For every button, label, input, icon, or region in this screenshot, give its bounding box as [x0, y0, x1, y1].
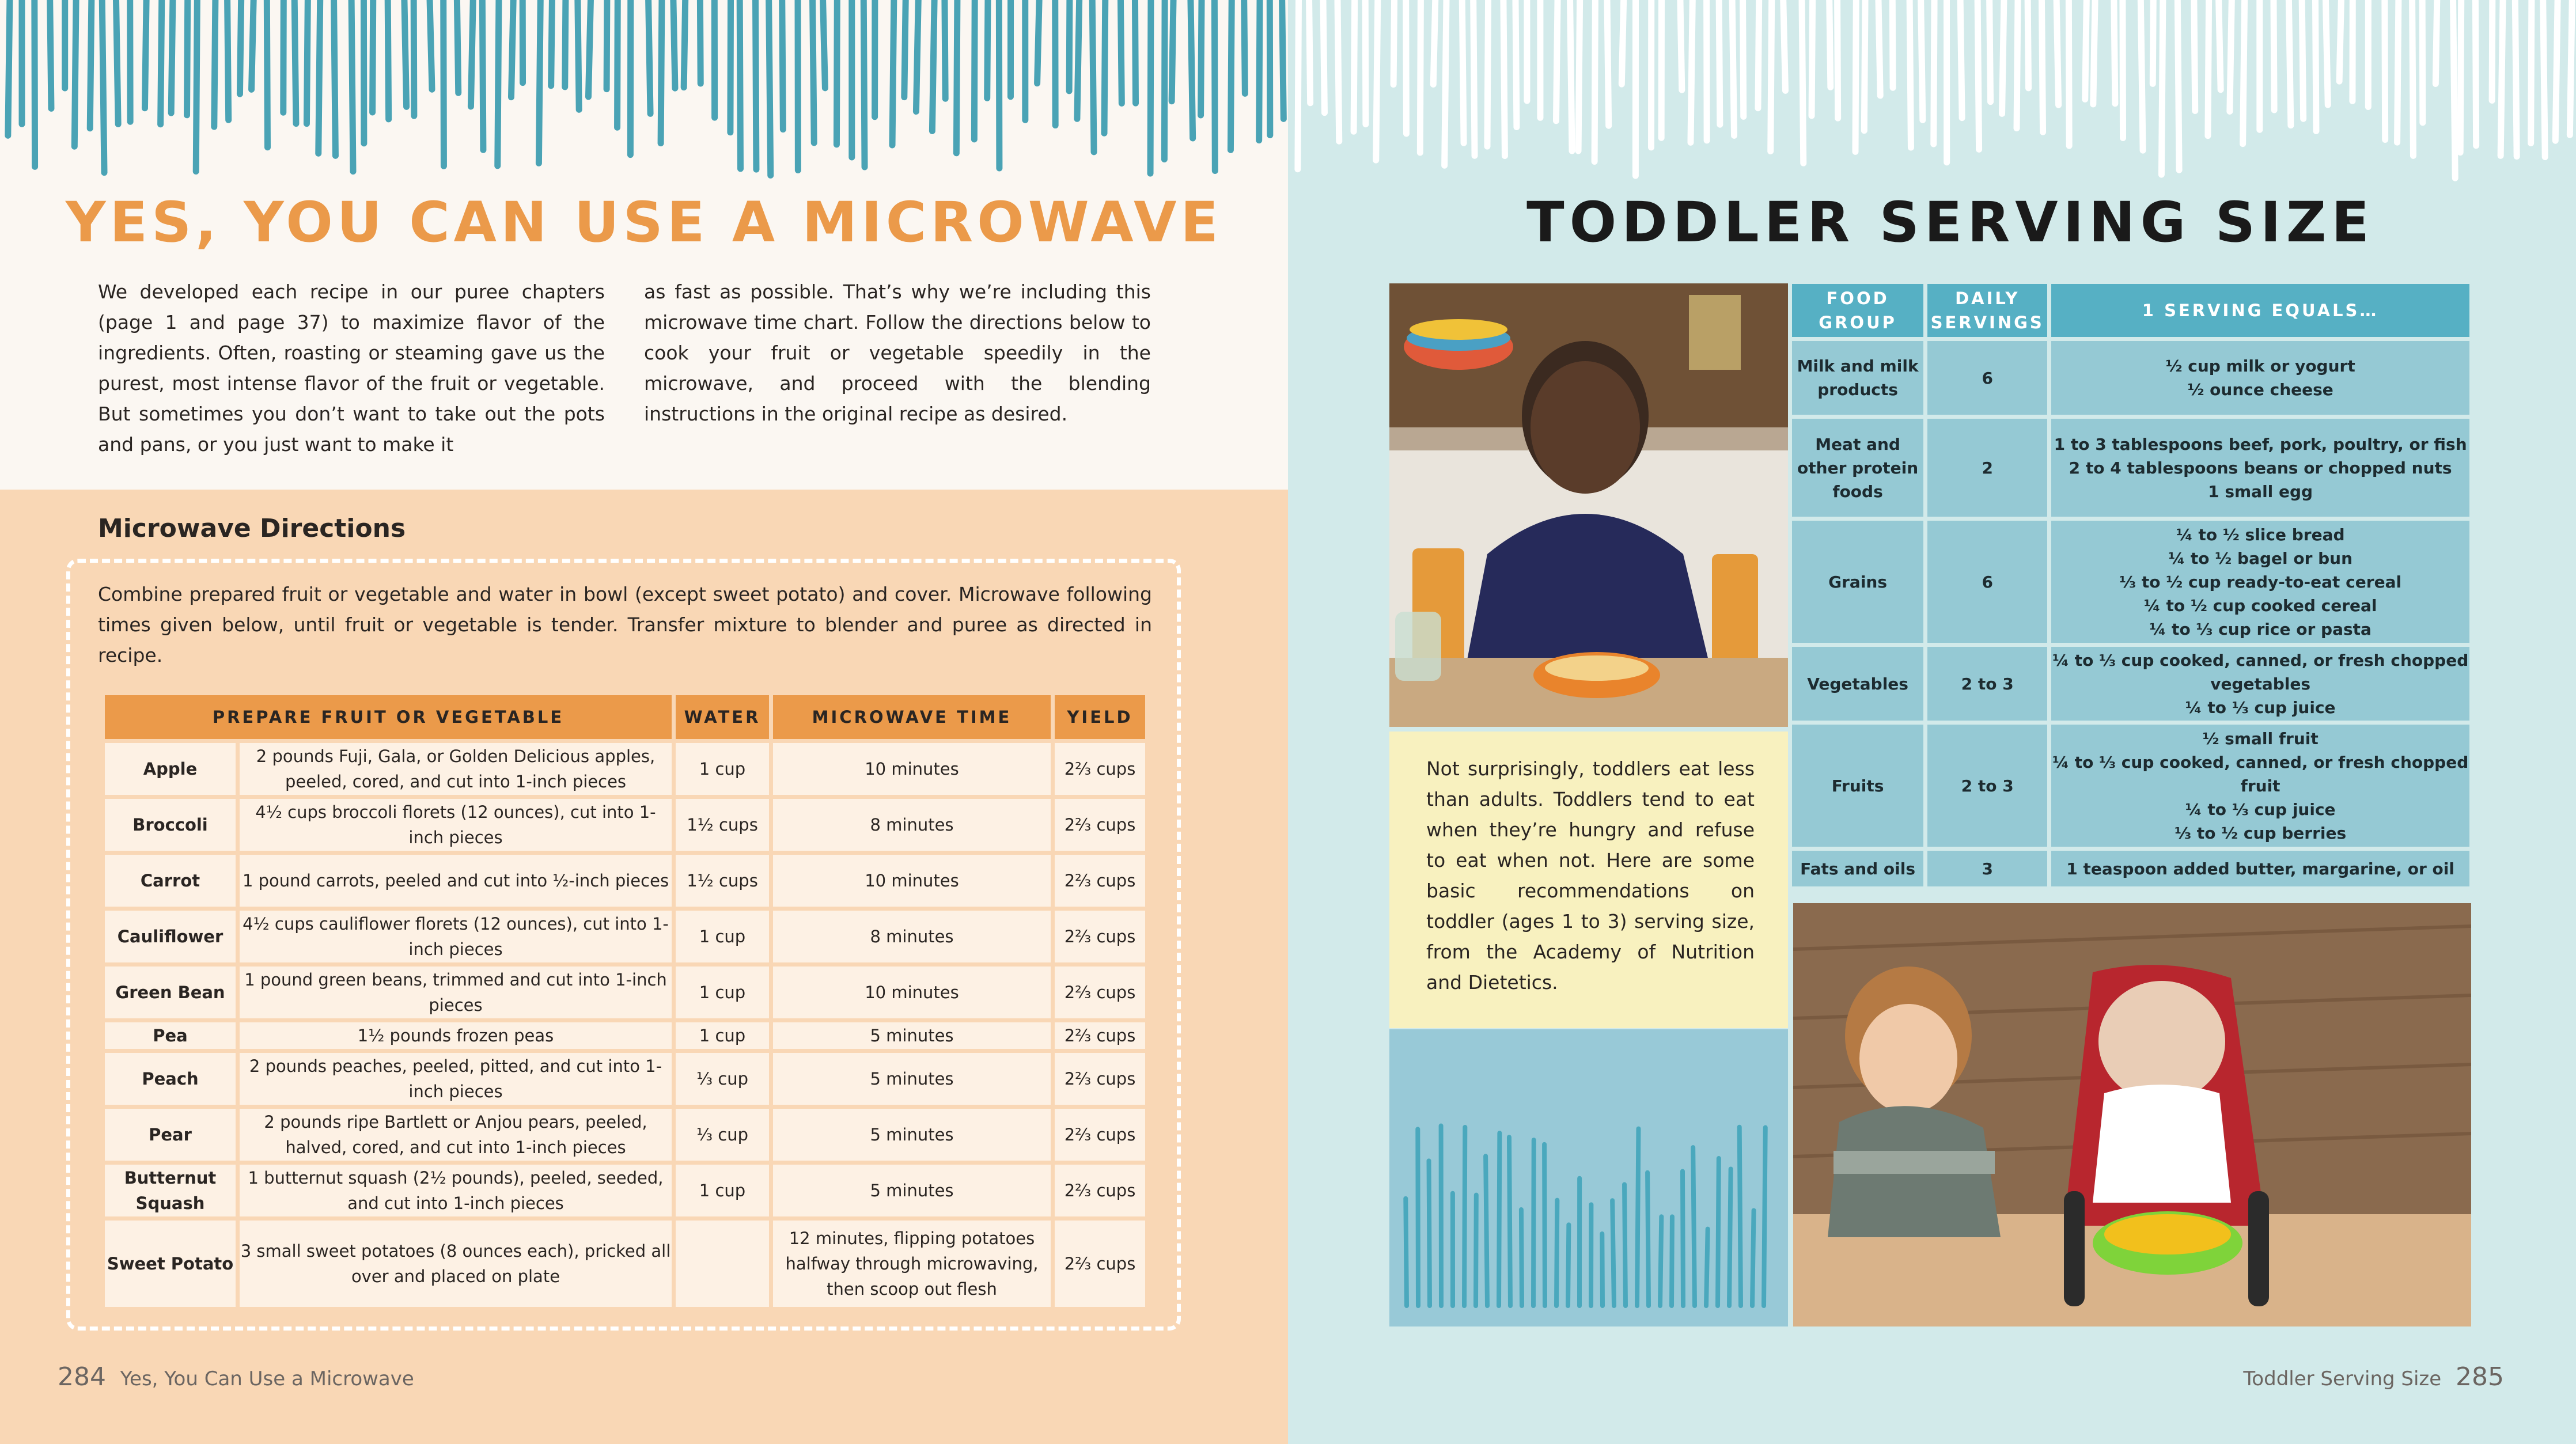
row-name: Sweet Potato — [105, 1221, 236, 1307]
row-prep: 4½ cups cauliflower florets (12 ounces), cut into 1-inch pieces — [240, 911, 672, 962]
row-servings: 6 — [1927, 341, 2047, 415]
table-row — [1792, 341, 2469, 415]
row-time: 5 minutes — [773, 1109, 1051, 1161]
table-row — [105, 1165, 1145, 1216]
table-row — [105, 743, 1145, 795]
row-name: Peach — [105, 1053, 236, 1105]
row-yield: 2⅔ cups — [1055, 1109, 1145, 1161]
row-time: 8 minutes — [773, 799, 1051, 851]
row-yield: 2⅔ cups — [1055, 911, 1145, 962]
row-equals: ¼ to ⅓ cup cooked, canned, or fresh chopped vegetables ¼ to ⅓ cup juice — [2051, 647, 2469, 721]
row-yield: 2⅔ cups — [1055, 1022, 1145, 1049]
row-time: 12 minutes, flipping potatoes halfway through microwaving, then scoop out flesh — [773, 1221, 1051, 1307]
microwave-time-table — [101, 691, 1149, 1311]
row-group: Fats and oils — [1792, 851, 1923, 886]
drip-decoration-right — [1288, 0, 2576, 184]
row-water: ⅓ cup — [676, 1053, 769, 1105]
table-row — [1792, 647, 2469, 721]
page-number-right: 285 — [2456, 1362, 2504, 1392]
toddler-serving-table — [1788, 280, 2473, 890]
row-prep: 4½ cups broccoli florets (12 ounces), cut into 1-inch pieces — [240, 799, 672, 851]
left-footer — [58, 1362, 414, 1392]
row-name: Apple — [105, 743, 236, 795]
row-water: 1 cup — [676, 1022, 769, 1049]
row-water — [676, 1221, 769, 1307]
row-water: 1½ cups — [676, 799, 769, 851]
table-row — [105, 967, 1145, 1018]
header-water: WATER — [676, 695, 769, 739]
table-row — [105, 911, 1145, 962]
row-yield: 2⅔ cups — [1055, 1165, 1145, 1216]
table-header-row — [105, 695, 1145, 739]
note-text: Not surprisingly, toddlers eat less than adults. Toddlers tend to eat when they’re hungry and refuse to eat when not. Here are some basic recommendations on toddler (ages 1 to 3) serving size, from the Academy of Nutrition and Dietetics. — [1426, 757, 1755, 994]
row-name: Pea — [105, 1022, 236, 1049]
row-prep: 2 pounds Fuji, Gala, or Golden Delicious apples, peeled, cored, and cut into 1-inch pieces — [240, 743, 672, 795]
row-time: 8 minutes — [773, 911, 1051, 962]
page-number-left: 284 — [58, 1362, 106, 1392]
row-water: 1 cup — [676, 743, 769, 795]
left-page-title: YES, YOU CAN USE A MICROWAVE — [66, 190, 1222, 255]
row-equals: ½ cup milk or yogurt ½ ounce cheese — [2051, 341, 2469, 415]
row-water: 1 cup — [676, 911, 769, 962]
row-servings: 2 to 3 — [1927, 647, 2047, 721]
microwave-directions-heading: Microwave Directions — [98, 514, 406, 543]
header-yield: YIELD — [1055, 695, 1145, 739]
drip-decoration-left — [0, 0, 1288, 184]
row-water: 1½ cups — [676, 855, 769, 907]
row-servings: 6 — [1927, 521, 2047, 643]
row-name: Butternut Squash — [105, 1165, 236, 1216]
decorative-blue-box — [1389, 1029, 1788, 1326]
table-row — [105, 799, 1145, 851]
intro-column-2: as fast as possible. That’s why we’re including this microwave time chart. Follow the directions below to cook your fruit or vegetable speedily in the microwave, and proceed with the blending instructions in the original recipe as desired. — [644, 281, 1151, 425]
row-yield: 2⅔ cups — [1055, 855, 1145, 907]
table-row — [1792, 521, 2469, 643]
row-name: Broccoli — [105, 799, 236, 851]
row-equals: ¼ to ½ slice bread ¼ to ½ bagel or bun ⅓ to ½ cup ready-to-eat cereal ¼ to ½ cup cooked cereal ¼ to ⅓ cup rice or pasta — [2051, 521, 2469, 643]
row-group: Grains — [1792, 521, 1923, 643]
table-row — [105, 855, 1145, 907]
row-equals: 1 to 3 tablespoons beef, pork, poultry, or fish 2 to 4 tablespoons beans or chopped nuts 1 small egg — [2051, 419, 2469, 517]
row-name: Cauliflower — [105, 911, 236, 962]
row-yield: 2⅔ cups — [1055, 743, 1145, 795]
row-group: Meat and other protein foods — [1792, 419, 1923, 517]
row-time: 10 minutes — [773, 855, 1051, 907]
row-water: 1 cup — [676, 1165, 769, 1216]
row-servings: 3 — [1927, 851, 2047, 886]
row-time: 10 minutes — [773, 743, 1051, 795]
row-prep: 1½ pounds frozen peas — [240, 1022, 672, 1049]
running-head-left: Yes, You Can Use a Microwave — [120, 1367, 414, 1390]
row-prep: 1 pound carrots, peeled and cut into ½-inch pieces — [240, 855, 672, 907]
table-row — [1792, 419, 2469, 517]
intro-column-1: We developed each recipe in our puree chapters (page 1 and page 37) to maximize flavor of the ingredients. Often, roasting or steaming gave us the purest, most intense flavor of the fruit or vegetable. But sometimes you don’t want to take out the pots and pans, or you just want to make it — [98, 281, 605, 456]
table-row — [1792, 851, 2469, 886]
row-prep: 1 pound green beans, trimmed and cut into 1-inch pieces — [240, 967, 672, 1018]
row-group: Fruits — [1792, 725, 1923, 847]
row-equals: 1 teaspoon added butter, margarine, or oil — [2051, 851, 2469, 886]
header-serving-equals: 1 SERVING EQUALS… — [2051, 284, 2469, 337]
table-row — [105, 1022, 1145, 1049]
right-page-title: TODDLER SERVING SIZE — [1526, 190, 2374, 255]
table-row — [1792, 725, 2469, 847]
row-time: 5 minutes — [773, 1165, 1051, 1216]
right-footer — [2243, 1362, 2504, 1392]
row-water: 1 cup — [676, 967, 769, 1018]
row-prep: 2 pounds peaches, peeled, pitted, and cut into 1-inch pieces — [240, 1053, 672, 1105]
row-group: Vegetables — [1792, 647, 1923, 721]
photo-boy-eating — [1389, 283, 1788, 727]
row-yield: 2⅔ cups — [1055, 799, 1145, 851]
row-equals: ½ small fruit ¼ to ⅓ cup cooked, canned, or fresh chopped fruit ¼ to ⅓ cup juice ⅓ to ½ cup berries — [2051, 725, 2469, 847]
table-row — [105, 1221, 1145, 1307]
row-prep: 3 small sweet potatoes (8 ounces each), pricked all over and placed on plate — [240, 1221, 672, 1307]
row-yield: 2⅔ cups — [1055, 1221, 1145, 1307]
running-head-right: Toddler Serving Size — [2243, 1367, 2442, 1390]
table-header-row — [1792, 284, 2469, 337]
row-prep: 2 pounds ripe Bartlett or Anjou pears, peeled, halved, cored, and cut into 1-inch pieces — [240, 1109, 672, 1161]
table-row — [105, 1109, 1145, 1161]
row-name: Pear — [105, 1109, 236, 1161]
row-name: Carrot — [105, 855, 236, 907]
row-prep: 1 butternut squash (2½ pounds), peeled, seeded, and cut into 1-inch pieces — [240, 1165, 672, 1216]
header-daily-servings: DAILY SERVINGS — [1927, 284, 2047, 337]
header-microwave-time: MICROWAVE TIME — [773, 695, 1051, 739]
row-group: Milk and milk products — [1792, 341, 1923, 415]
microwave-directions-text: Combine prepared fruit or vegetable and water in bowl (except sweet potato) and cover. Microwave following times given below, until fruit or vegetable is tender. Transfer mixture to blender and puree as directed in recipe. — [98, 583, 1152, 666]
header-prepare: PREPARE FRUIT OR VEGETABLE — [105, 695, 672, 739]
photo-toddlers-eating — [1793, 903, 2471, 1326]
table-row — [105, 1053, 1145, 1105]
row-servings: 2 to 3 — [1927, 725, 2047, 847]
row-name: Green Bean — [105, 967, 236, 1018]
row-time: 5 minutes — [773, 1022, 1051, 1049]
row-servings: 2 — [1927, 419, 2047, 517]
row-time: 10 minutes — [773, 967, 1051, 1018]
row-yield: 2⅔ cups — [1055, 1053, 1145, 1105]
header-food-group: FOOD GROUP — [1792, 284, 1923, 337]
row-yield: 2⅔ cups — [1055, 967, 1145, 1018]
row-water: ⅓ cup — [676, 1109, 769, 1161]
row-time: 5 minutes — [773, 1053, 1051, 1105]
